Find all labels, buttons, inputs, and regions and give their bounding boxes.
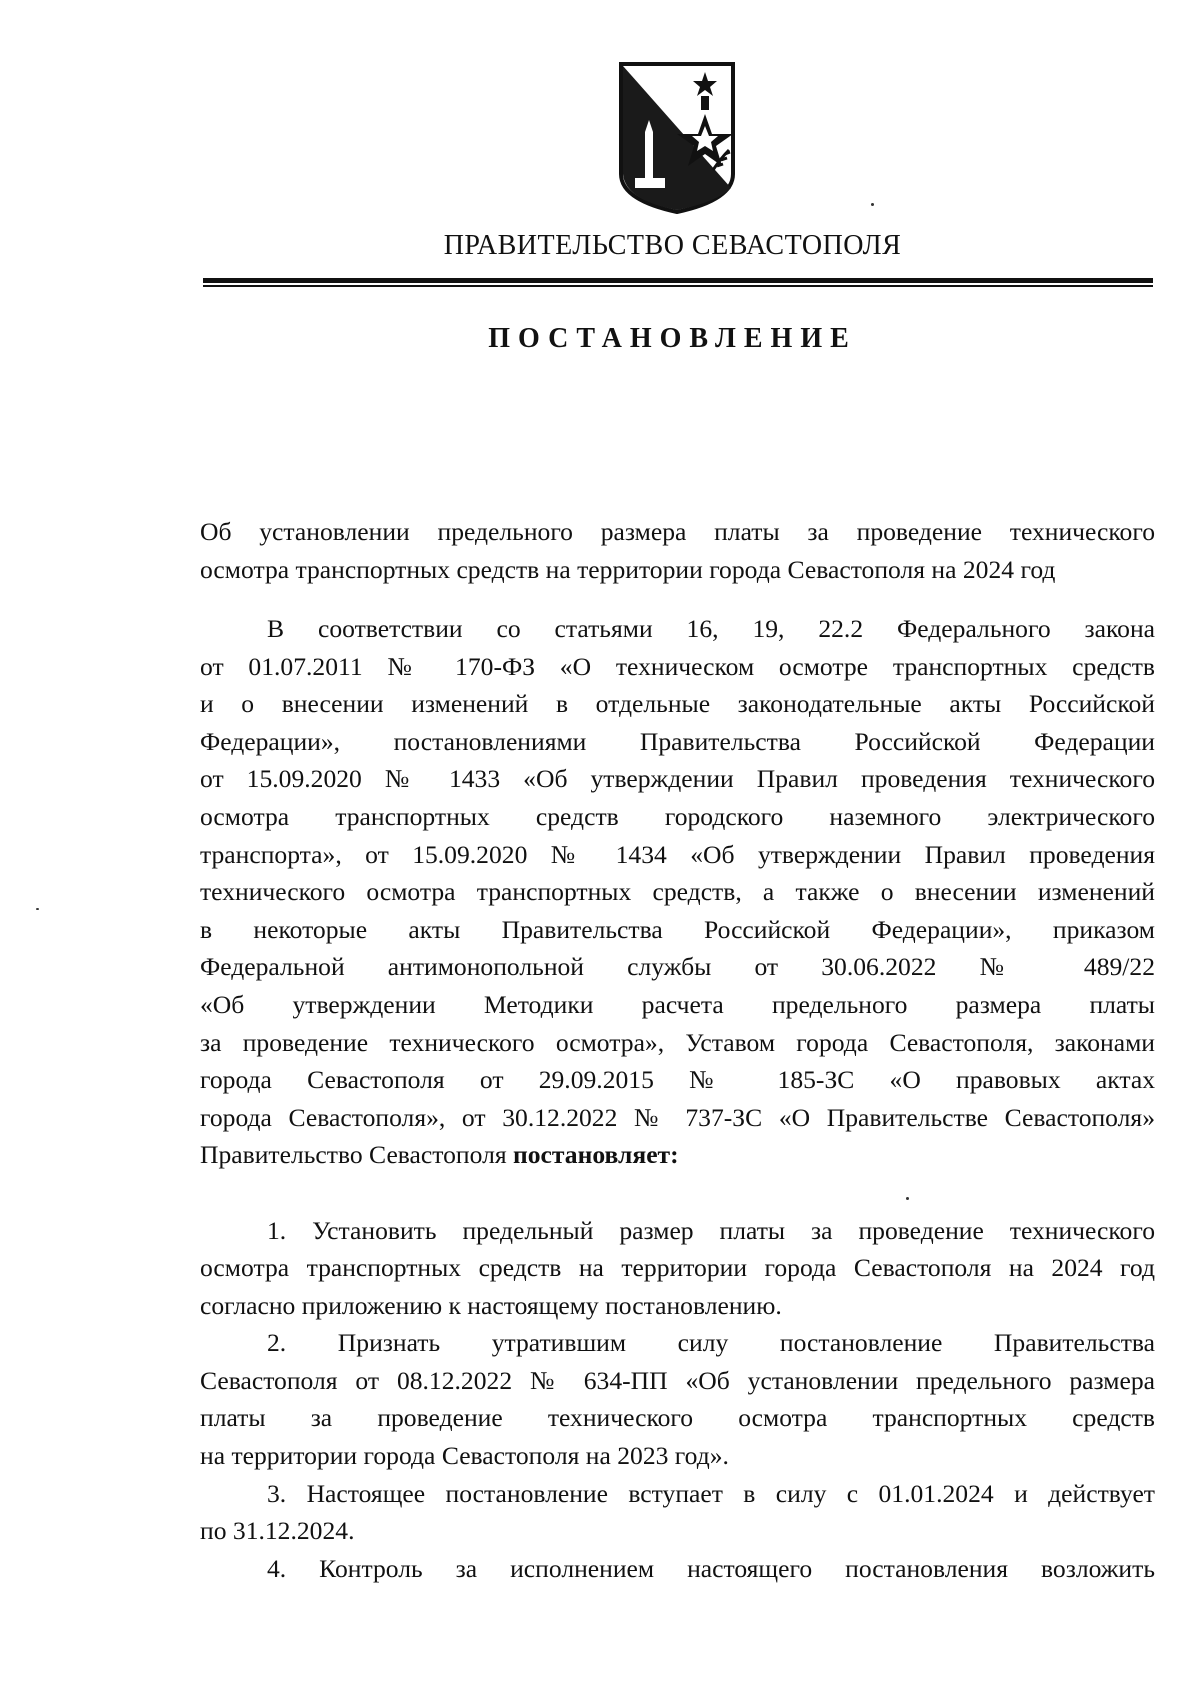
rule-thin (203, 285, 1153, 287)
preamble-line: Федерации», постановлениями Правительства Российской Федерации (200, 726, 1155, 756)
item-2-line: на территории города Севастополя на 2023 год». (200, 1441, 729, 1471)
scan-speck (871, 203, 874, 206)
government-name: ПРАВИТЕЛЬСТВО СЕВАСТОПОЛЯ (443, 230, 902, 261)
preamble-line: от 01.07.2011 № 170-ФЗ «О техническом осмотре транспортных средств (200, 651, 1155, 681)
preamble-line: В соответствии со статьями 16, 19, 22.2 Федерального закона (267, 614, 1155, 643)
preamble-line: в некоторые акты Правительства Российской Федерации», приказом (200, 914, 1155, 944)
preamble-line: города Севастополя», от 30.12.2022 № 737-ЗС «О Правительстве Севастополя» (200, 1102, 1155, 1132)
preamble-line: «Об утверждении Методики расчета предельного размера платы (200, 989, 1155, 1019)
resolves-keyword: постановляет: (513, 1140, 679, 1170)
preamble-line: осмотра транспортных средств городского наземного электрического (200, 801, 1155, 831)
title-line: осмотра транспортных средств на территории города Севастополя на 2024 год (200, 554, 1056, 584)
item-3-line: 3. Настоящее постановление вступает в силу с 01.01.2024 и действует (267, 1478, 1155, 1508)
item-3-line: по 31.12.2024. (200, 1516, 355, 1546)
item-1-line: согласно приложению к настоящему постановлению. (200, 1290, 782, 1320)
item-4-line: 4. Контроль за исполнением настоящего постановления возложить (267, 1553, 1155, 1583)
item-2-line: 2. Признать утратившим силу постановление Правительства (267, 1328, 1155, 1358)
preamble-line: от 15.09.2020 № 1433 «Об утверждении Правил проведения технического (200, 764, 1155, 794)
document-title (200, 513, 1155, 588)
preamble-line: технического осмотра транспортных средств, а также о внесении изменений (200, 877, 1155, 907)
preamble-closing-text: Правительство Севастополя (200, 1140, 514, 1170)
preamble-line: транспорта», от 15.09.2020 № 1434 «Об утверждении Правил проведения (200, 839, 1155, 869)
preamble-line: и о внесении изменений в отдельные законодательные акты Российской (200, 689, 1155, 719)
document-type-heading: ПОСТАНОВЛЕНИЕ (488, 323, 857, 354)
preamble-line: за проведение технического осмотра», Уставом города Севастополя, законами (200, 1027, 1155, 1057)
preamble-closing-line (200, 1136, 1155, 1174)
preamble-line: города Севастополя от 29.09.2015 № 185-ЗС «О правовых актах (200, 1065, 1155, 1095)
scan-speck (36, 908, 39, 910)
item-2-line: Севастополя от 08.12.2022 № 634-ПП «Об установлении предельного размера (200, 1365, 1155, 1395)
preamble-line: Федеральной антимонопольной службы от 30.06.2022 № 489/22 (200, 952, 1155, 982)
item-1-line: 1. Установить предельный размер платы за проведение технического (267, 1215, 1155, 1245)
item-2-line: платы за проведение технического осмотра транспортных средств (200, 1403, 1155, 1433)
header-double-rule (203, 278, 1153, 287)
document-body (200, 610, 1155, 1587)
rule-thick (203, 278, 1153, 283)
coat-of-arms-emblem (617, 62, 737, 214)
scan-speck (906, 1197, 909, 1200)
title-line: Об установлении предельного размера платы за проведение технического (200, 517, 1155, 546)
spacer (200, 1174, 1155, 1212)
item-1-line: осмотра транспортных средств на территории города Севастополя на 2024 год (200, 1253, 1155, 1283)
